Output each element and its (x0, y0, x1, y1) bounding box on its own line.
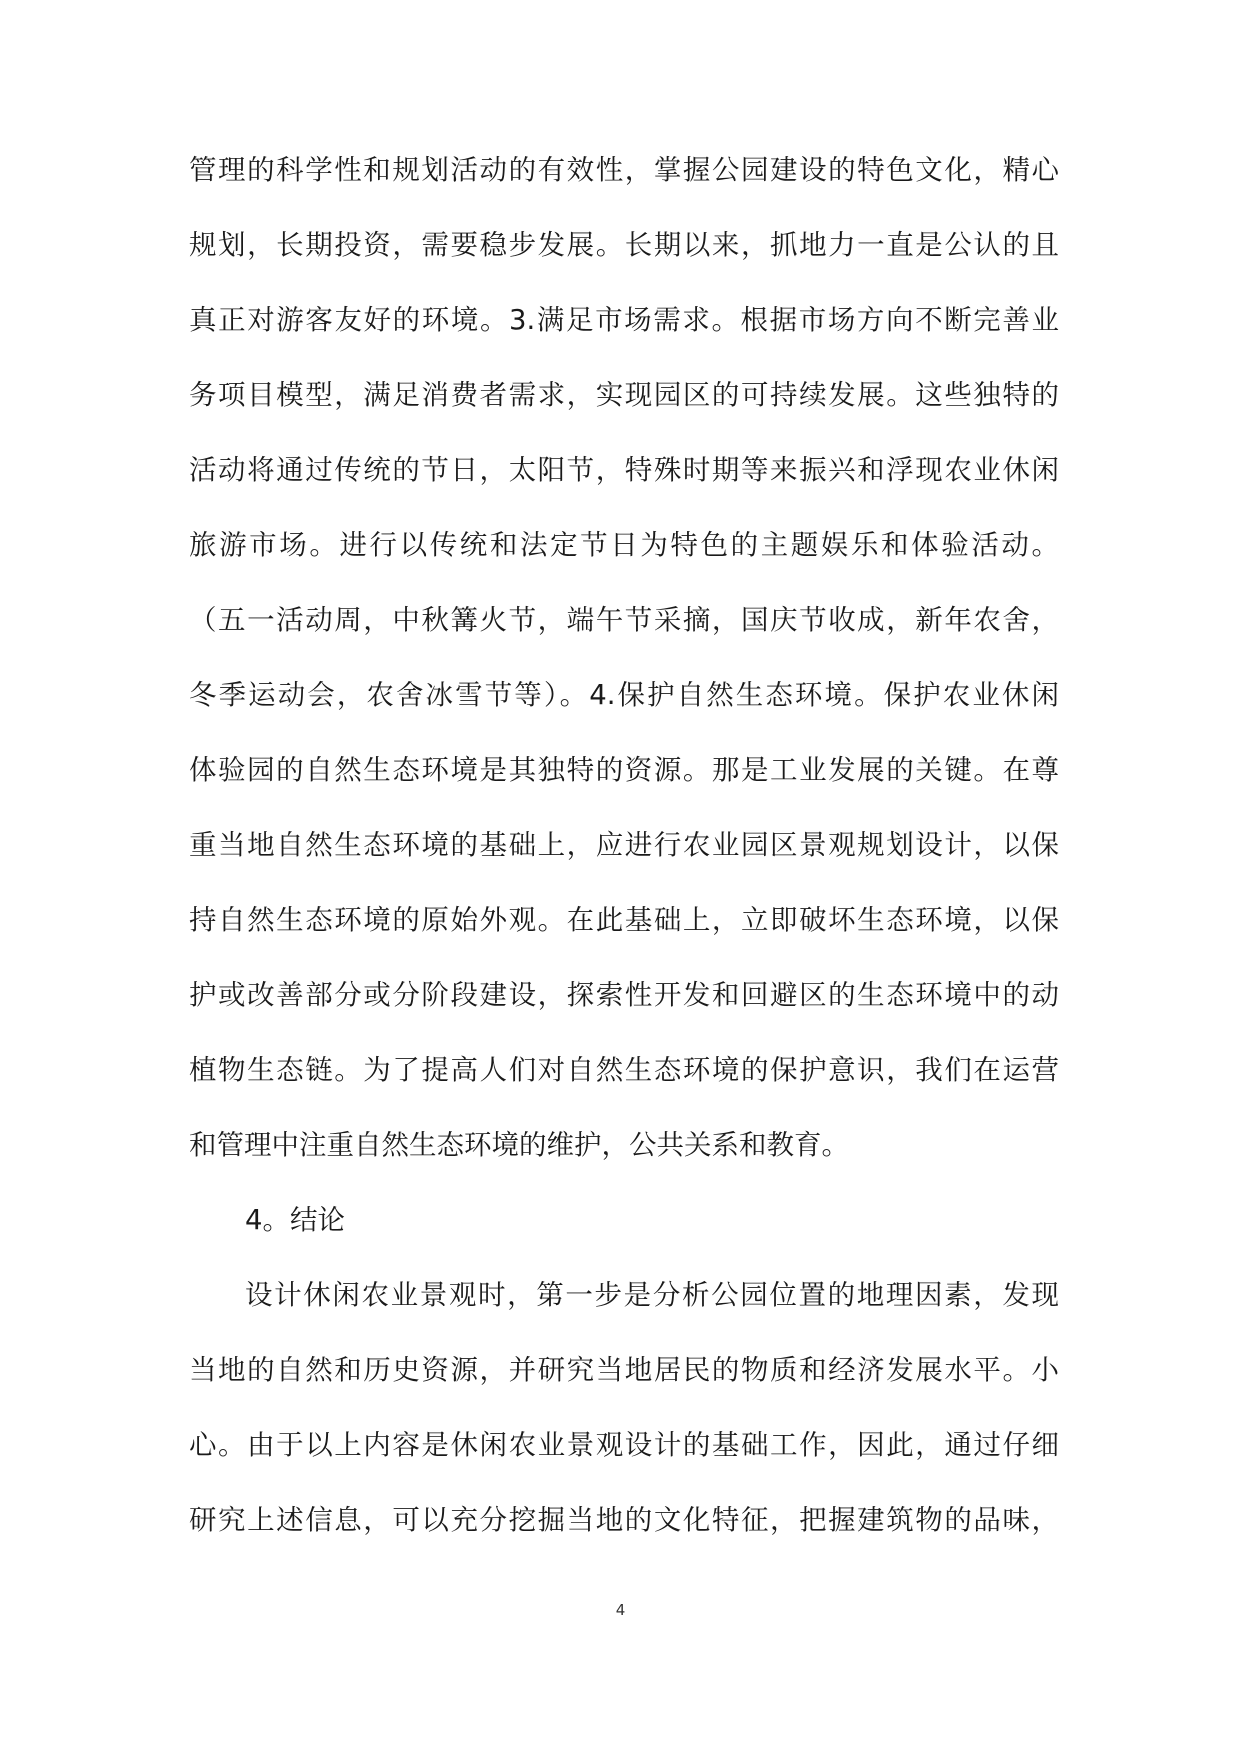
paragraph-1-line-2: 规划，长期投资，需要稳步发展。长期以来，抓地力一直是公认的且 (189, 229, 1059, 261)
paragraph-2-line-2: 当地的自然和历史资源，并研究当地居民的物质和经济发展水平。小 (189, 1354, 1059, 1386)
paragraph-1-line-11: 持自然生态环境的原始外观。在此基础上，立即破坏生态环境，以保 (189, 904, 1059, 936)
paragraph-2-line-1: 设计休闲农业景观时，第一步是分析公园位置的地理因素，发现 (245, 1279, 1059, 1311)
paragraph-1-line-10: 重当地自然生态环境的基础上，应进行农业园区景观规划设计，以保 (189, 829, 1059, 861)
paragraph-2-line-4: 研究上述信息，可以充分挖掘当地的文化特征，把握建筑物的品味， (189, 1504, 1059, 1536)
paragraph-1-line-6: 旅游市场。进行以传统和法定节日为特色的主题娱乐和体验活动。 (189, 529, 1059, 561)
section-heading: 4。结论 (245, 1204, 345, 1236)
paragraph-1-line-3: 真正对游客友好的环境。3.满足市场需求。根据市场方向不断完善业 (189, 304, 1059, 336)
page-number: 4 (615, 1601, 626, 1619)
paragraph-2-line-3: 心。由于以上内容是休闲农业景观设计的基础工作，因此，通过仔细 (189, 1429, 1059, 1461)
paragraph-1-line-13: 植物生态链。为了提高人们对自然生态环境的保护意识，我们在运营 (189, 1054, 1059, 1086)
paragraph-1-line-4: 务项目模型，满足消费者需求，实现园区的可持续发展。这些独特的 (189, 379, 1059, 411)
paragraph-1-line-5: 活动将通过传统的节日，太阳节，特殊时期等来振兴和浮现农业休闲 (189, 454, 1059, 486)
paragraph-1-line-12: 护或改善部分或分阶段建设，探索性开发和回避区的生态环境中的动 (189, 979, 1059, 1011)
paragraph-1-line-14: 和管理中注重自然生态环境的维护，公共关系和教育。 (189, 1129, 849, 1161)
paragraph-1-line-9: 体验园的自然生态环境是其独特的资源。那是工业发展的关键。在尊 (189, 754, 1059, 786)
paragraph-1-line-1: 管理的科学性和规划活动的有效性，掌握公园建设的特色文化，精心 (189, 154, 1059, 186)
body-text (189, 145, 1059, 1570)
paragraph-1-line-8: 冬季运动会，农舍冰雪节等）。4.保护自然生态环境。保护农业休闲 (189, 679, 1059, 711)
paragraph-1-line-7: （五一活动周，中秋篝火节，端午节采摘，国庆节收成，新年农舍， (189, 604, 1059, 636)
